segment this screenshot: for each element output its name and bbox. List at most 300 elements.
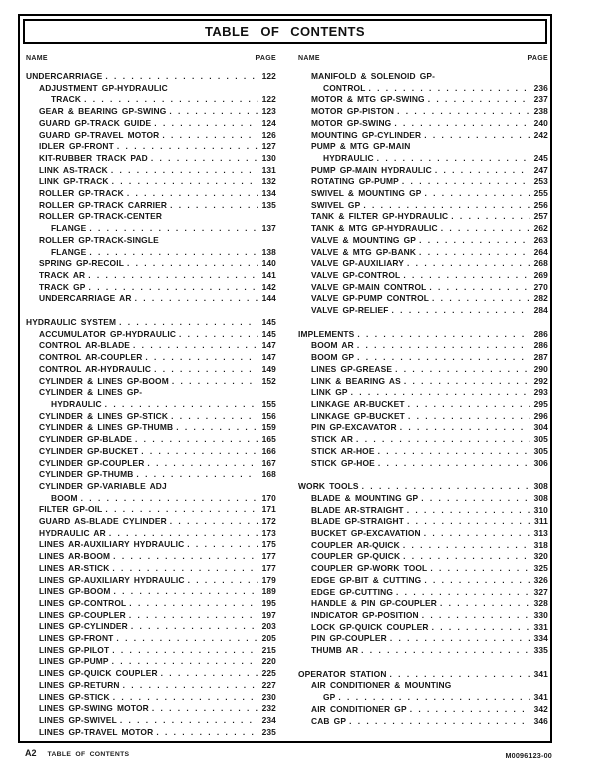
toc-page-number: 310 bbox=[533, 504, 548, 515]
toc-entry-row bbox=[298, 106, 548, 118]
toc-entry-row bbox=[298, 411, 548, 423]
toc-entry-row bbox=[26, 504, 276, 516]
toc-entry-row bbox=[26, 680, 276, 692]
toc-entry-row bbox=[298, 551, 548, 563]
toc-entry-name: LINES GP-SWIVEL bbox=[39, 714, 117, 725]
toc-list-right bbox=[298, 71, 548, 727]
toc-entry-name: VALVE GP-MAIN CONTROL bbox=[311, 281, 427, 292]
toc-page-number: 341 bbox=[533, 668, 548, 679]
toc-entry-name: FLANGE bbox=[51, 223, 87, 234]
toc-entry-name: LINES AR-STICK bbox=[39, 562, 110, 573]
dot-leader bbox=[349, 716, 530, 728]
toc-page-number: 126 bbox=[261, 129, 276, 140]
toc-page-number: 308 bbox=[533, 492, 548, 503]
toc-entry-name: HYDRAULIC AR bbox=[39, 527, 106, 538]
dot-leader bbox=[145, 352, 258, 364]
dot-leader bbox=[357, 352, 530, 364]
toc-entry-row bbox=[26, 282, 276, 294]
toc-page-number: 263 bbox=[533, 234, 548, 245]
dot-leader bbox=[112, 645, 258, 657]
toc-page-number: 255 bbox=[533, 188, 548, 199]
toc-title-box bbox=[23, 19, 547, 44]
toc-entry-row bbox=[298, 94, 548, 106]
toc-entry-name: LINKAGE GP-BUCKET bbox=[311, 410, 405, 421]
toc-entry-name: IDLER GP-FRONT bbox=[39, 141, 114, 152]
toc-page-number: 141 bbox=[261, 269, 276, 280]
toc-entry-name: BOOM GP bbox=[311, 352, 355, 363]
dot-leader bbox=[112, 656, 258, 668]
toc-entry-row bbox=[26, 668, 276, 680]
toc-entry-name: SPRING GP-RECOIL bbox=[39, 258, 124, 269]
toc-page-number: 220 bbox=[261, 656, 276, 667]
dot-leader bbox=[408, 399, 530, 411]
toc-entry-row bbox=[298, 235, 548, 247]
toc-entry-name: LINES GP-RETURN bbox=[39, 679, 120, 690]
toc-page-number: 331 bbox=[533, 621, 548, 632]
toc-entry-name: STICK GP-HOE bbox=[311, 457, 375, 468]
toc-entry-row bbox=[26, 703, 276, 715]
toc-entry-name: CONTROL AR-BLADE bbox=[39, 340, 131, 351]
toc-entry-name: BLADE & MOUNTING GP bbox=[311, 492, 419, 503]
toc-entry-row bbox=[26, 458, 276, 470]
toc-page-number: 293 bbox=[533, 387, 548, 398]
toc-entry-row bbox=[26, 446, 276, 458]
toc-entry-name: LINES AR-AUXILIARY HYDRAULIC bbox=[39, 539, 185, 550]
toc-entry-row bbox=[26, 223, 276, 235]
toc-entry-row bbox=[298, 434, 548, 446]
dot-leader bbox=[170, 200, 258, 212]
toc-page-number: 320 bbox=[533, 551, 548, 562]
toc-entry-row bbox=[26, 633, 276, 645]
toc-page-number: 330 bbox=[533, 609, 548, 620]
toc-entry-name: EDGE GP-CUTTING bbox=[311, 586, 394, 597]
toc-entry-name: GP bbox=[323, 692, 336, 703]
toc-section-row bbox=[298, 669, 548, 681]
toc-entry-row bbox=[298, 83, 548, 95]
toc-entry-name: LINES GP-COUPLER bbox=[39, 609, 126, 620]
dot-leader bbox=[408, 411, 530, 423]
toc-entry-name: GUARD AS-BLADE CYLINDER bbox=[39, 516, 167, 527]
toc-page-number: 177 bbox=[261, 562, 276, 573]
toc-entry-row bbox=[298, 610, 548, 622]
dot-leader bbox=[120, 715, 258, 727]
dot-leader bbox=[392, 305, 530, 317]
toc-entry-name: VALVE GP-CONTROL bbox=[311, 269, 401, 280]
dot-leader bbox=[357, 340, 530, 352]
dot-leader bbox=[390, 669, 530, 681]
toc-page-number: 325 bbox=[533, 563, 548, 574]
toc-entry-name: LINES GP-PILOT bbox=[39, 644, 110, 655]
dot-leader bbox=[113, 692, 258, 704]
toc-entry-row bbox=[298, 118, 548, 130]
dot-leader bbox=[378, 458, 530, 470]
toc-page-number: 262 bbox=[533, 223, 548, 234]
dot-leader bbox=[111, 165, 258, 177]
toc-entry-row bbox=[26, 621, 276, 633]
toc-page-number: 147 bbox=[261, 340, 276, 351]
dot-leader bbox=[88, 270, 258, 282]
dot-leader bbox=[424, 528, 530, 540]
dot-leader bbox=[428, 94, 530, 106]
toc-entry-row bbox=[26, 645, 276, 657]
toc-entry-name: AIR CONDITIONER GP bbox=[311, 703, 407, 714]
dot-leader bbox=[105, 504, 258, 516]
toc-entry-name: BUCKET GP-EXCAVATION bbox=[311, 528, 421, 539]
toc-entry-row bbox=[298, 352, 548, 364]
toc-entry-name: CYLINDER & LINES GP-THUMB bbox=[39, 422, 174, 433]
dot-leader bbox=[151, 153, 258, 165]
toc-entry-row bbox=[298, 165, 548, 177]
dot-leader bbox=[169, 106, 258, 118]
toc-entry-name: MOTOR GP-SWING bbox=[311, 117, 392, 128]
toc-entry-row bbox=[26, 481, 276, 493]
toc-entry-row bbox=[298, 223, 548, 235]
dot-leader bbox=[81, 493, 258, 505]
toc-entry-row bbox=[298, 399, 548, 411]
toc-page-number: 172 bbox=[261, 516, 276, 527]
dot-leader bbox=[119, 317, 258, 329]
toc-page-number: 205 bbox=[261, 633, 276, 644]
dot-leader bbox=[129, 610, 258, 622]
toc-entry-name: LINES GP-QUICK COUPLER bbox=[39, 668, 158, 679]
toc-entry-name: EDGE GP-BIT & CUTTING bbox=[311, 574, 422, 585]
toc-entry-name: CYLINDER & LINES GP- bbox=[39, 387, 143, 398]
toc-entry-name: CAB GP bbox=[311, 715, 347, 726]
toc-entry-name: LOCK GP-QUICK COUPLER bbox=[311, 621, 429, 632]
dot-leader bbox=[435, 165, 530, 177]
dot-leader bbox=[172, 376, 258, 388]
dot-leader bbox=[135, 293, 258, 305]
toc-entry-row bbox=[298, 716, 548, 728]
toc-page-number: 149 bbox=[261, 363, 276, 374]
toc-page-number: 189 bbox=[261, 586, 276, 597]
toc-entry-name: STICK AR-HOE bbox=[311, 445, 375, 456]
toc-page-number: 286 bbox=[533, 328, 548, 339]
toc-page-number: 253 bbox=[533, 176, 548, 187]
toc-entry-row bbox=[26, 200, 276, 212]
toc-page-number: 167 bbox=[261, 457, 276, 468]
dot-leader bbox=[407, 516, 530, 528]
toc-entry-row bbox=[298, 505, 548, 517]
toc-entry-row bbox=[298, 622, 548, 634]
toc-entry-row bbox=[26, 247, 276, 259]
toc-entry-row bbox=[26, 118, 276, 130]
toc-entry-name: LINK & BEARING AS bbox=[311, 375, 401, 386]
dot-leader bbox=[404, 376, 530, 388]
toc-entry-row bbox=[298, 446, 548, 458]
dot-leader bbox=[362, 481, 530, 493]
dot-leader bbox=[407, 258, 530, 270]
dot-leader bbox=[368, 83, 530, 95]
toc-entry-row bbox=[26, 188, 276, 200]
toc-entry-row bbox=[298, 200, 548, 212]
toc-entry-name: AIR CONDITIONER & MOUNTING bbox=[311, 680, 452, 691]
dot-leader bbox=[123, 680, 258, 692]
toc-entry-row bbox=[298, 364, 548, 376]
dot-leader bbox=[440, 598, 530, 610]
dot-leader bbox=[156, 727, 258, 739]
toc-page-number: 155 bbox=[261, 398, 276, 409]
toc-page-number: 131 bbox=[261, 164, 276, 175]
toc-entry-name: THUMB AR bbox=[311, 645, 359, 656]
toc-page-number: 346 bbox=[533, 715, 548, 726]
toc-entry-row bbox=[298, 598, 548, 610]
toc-page-number: 142 bbox=[261, 281, 276, 292]
toc-entry-name: LINES GP-STICK bbox=[39, 691, 110, 702]
dot-leader bbox=[112, 563, 258, 575]
dot-leader bbox=[113, 551, 258, 563]
toc-entry-name: MOTOR & MTG GP-SWING bbox=[311, 94, 425, 105]
footer-page-code: A2 bbox=[25, 748, 37, 758]
toc-page-number: 135 bbox=[261, 199, 276, 210]
toc-entry-row bbox=[26, 176, 276, 188]
toc-page-number: 230 bbox=[261, 691, 276, 702]
toc-entry-name: VALVE GP-AUXILIARY bbox=[311, 258, 405, 269]
toc-page-number: 341 bbox=[533, 692, 548, 703]
toc-entry-row bbox=[298, 387, 548, 399]
toc-entry-name: BLADE AR-STRAIGHT bbox=[311, 504, 404, 515]
dot-leader bbox=[117, 141, 258, 153]
toc-page-number: 147 bbox=[261, 352, 276, 363]
dot-leader bbox=[133, 340, 258, 352]
toc-entry-row bbox=[298, 493, 548, 505]
toc-section-title: HYDRAULIC SYSTEM bbox=[26, 317, 117, 328]
toc-entry-name: ACCUMULATOR GP-HYDRAULIC bbox=[39, 328, 177, 339]
toc-entry-name: LINES GP-AUXILIARY HYDRAULIC bbox=[39, 574, 185, 585]
page-header-label: PAGE bbox=[527, 55, 548, 62]
toc-section-title: OPERATOR STATION bbox=[298, 668, 387, 679]
toc-column-header bbox=[298, 55, 548, 62]
dot-leader bbox=[432, 622, 530, 634]
toc-page-number: 286 bbox=[533, 340, 548, 351]
dot-leader bbox=[162, 130, 258, 142]
toc-entry-row bbox=[26, 235, 276, 247]
toc-page-number: 175 bbox=[261, 539, 276, 550]
toc-entry-row bbox=[26, 610, 276, 622]
dot-leader bbox=[356, 434, 530, 446]
toc-entry-name: PIN GP-COUPLER bbox=[311, 633, 387, 644]
toc-page-number: 342 bbox=[533, 703, 548, 714]
dot-leader bbox=[422, 610, 530, 622]
toc-section-title: UNDERCARRIAGE bbox=[26, 71, 103, 81]
toc-entry-name: HYDRAULIC bbox=[323, 152, 374, 163]
toc-section-title: IMPLEMENTS bbox=[298, 328, 355, 339]
toc-entry-row bbox=[298, 247, 548, 259]
toc-page-number: 152 bbox=[261, 375, 276, 386]
dot-leader bbox=[187, 539, 258, 551]
dot-leader bbox=[154, 364, 258, 376]
toc-entry-row bbox=[26, 340, 276, 352]
toc-page-number: 305 bbox=[533, 434, 548, 445]
dot-leader bbox=[116, 633, 258, 645]
toc-entry-row bbox=[26, 106, 276, 118]
dot-leader bbox=[89, 282, 258, 294]
toc-entry-name: TRACK bbox=[51, 94, 82, 105]
toc-entry-name: MOTOR GP-PISTON bbox=[311, 106, 395, 117]
toc-entry-name: KIT-RUBBER TRACK PAD bbox=[39, 152, 148, 163]
toc-entry-row bbox=[26, 692, 276, 704]
dot-leader bbox=[402, 176, 530, 188]
toc-page-number: 256 bbox=[533, 199, 548, 210]
toc-section-row bbox=[26, 317, 276, 329]
dot-leader bbox=[395, 364, 530, 376]
toc-entry-name: CYLINDER GP-THUMB bbox=[39, 469, 134, 480]
toc-page-number: 247 bbox=[533, 164, 548, 175]
toc-entry-name: STICK AR bbox=[311, 434, 354, 445]
toc-entry-row bbox=[26, 434, 276, 446]
toc-entry-row bbox=[26, 270, 276, 282]
toc-column-header bbox=[26, 55, 276, 62]
toc-page-number: 304 bbox=[533, 422, 548, 433]
toc-page-number: 156 bbox=[261, 410, 276, 421]
toc-page-number: 203 bbox=[261, 621, 276, 632]
toc-entry-name: ROLLER GP-TRACK CARRIER bbox=[39, 199, 168, 210]
dot-leader bbox=[424, 575, 530, 587]
toc-page-number: 306 bbox=[533, 457, 548, 468]
toc-page-number: 328 bbox=[533, 598, 548, 609]
dot-leader bbox=[154, 118, 258, 130]
toc-entry-name: ROLLER GP-TRACK-CENTER bbox=[39, 211, 163, 222]
dot-leader bbox=[170, 516, 258, 528]
toc-entry-row bbox=[298, 270, 548, 282]
toc-entry-row bbox=[26, 516, 276, 528]
toc-entry-name: VALVE & MTG GP-BANK bbox=[311, 246, 417, 257]
toc-entry-row bbox=[298, 305, 548, 317]
toc-page-number: 268 bbox=[533, 258, 548, 269]
toc-page-number: 177 bbox=[261, 551, 276, 562]
toc-column-right bbox=[298, 48, 548, 738]
toc-page-number: 197 bbox=[261, 609, 276, 620]
toc-page-number: 165 bbox=[261, 434, 276, 445]
dot-leader bbox=[424, 188, 530, 200]
dot-leader bbox=[396, 587, 530, 599]
toc-entry-name: CYLINDER GP-COUPLER bbox=[39, 457, 145, 468]
footer-title: TABLE OF CONTENTS bbox=[47, 751, 130, 758]
dot-leader bbox=[135, 434, 258, 446]
toc-entry-name: LINK GP-TRACK bbox=[39, 176, 109, 187]
toc-entry-row bbox=[298, 340, 548, 352]
dot-leader bbox=[105, 399, 258, 411]
dot-leader bbox=[403, 551, 530, 563]
toc-entry-name: CONTROL AR-HYDRAULIC bbox=[39, 363, 152, 374]
toc-entry-name: SWIVEL & MOUNTING GP bbox=[311, 188, 422, 199]
toc-entry-row bbox=[298, 528, 548, 540]
toc-page-number: 159 bbox=[261, 422, 276, 433]
toc-entry-row bbox=[26, 563, 276, 575]
toc-entry-row bbox=[298, 458, 548, 470]
toc-page-number: 225 bbox=[261, 668, 276, 679]
toc-entry-row bbox=[298, 293, 548, 305]
dot-leader bbox=[378, 446, 530, 458]
toc-entry-name: LINES AR-BOOM bbox=[39, 551, 111, 562]
toc-entry-row bbox=[298, 282, 548, 294]
toc-page-number: 145 bbox=[261, 317, 276, 328]
toc-page-number: 269 bbox=[533, 269, 548, 280]
toc-entry-row bbox=[26, 130, 276, 142]
toc-entry-name: SWIVEL GP bbox=[311, 199, 361, 210]
dot-leader bbox=[451, 211, 530, 223]
toc-entry-row bbox=[26, 528, 276, 540]
dot-leader bbox=[112, 176, 258, 188]
toc-entry-row bbox=[26, 551, 276, 563]
toc-entry-row bbox=[26, 586, 276, 598]
toc-page-number: 124 bbox=[261, 117, 276, 128]
toc-entry-row bbox=[26, 364, 276, 376]
toc-entry-row bbox=[26, 94, 276, 106]
toc-page-number: 127 bbox=[261, 141, 276, 152]
toc-page-number: 326 bbox=[533, 574, 548, 585]
toc-entry-row bbox=[26, 83, 276, 95]
toc-entry-name: ROTATING GP-PUMP bbox=[311, 176, 399, 187]
toc-entry-row bbox=[26, 387, 276, 399]
dot-leader bbox=[363, 200, 530, 212]
dot-leader bbox=[89, 247, 258, 259]
toc-page-number: 292 bbox=[533, 375, 548, 386]
toc-entry-row bbox=[298, 130, 548, 142]
toc-entry-row bbox=[298, 587, 548, 599]
toc-page-number: 123 bbox=[261, 106, 276, 117]
toc-entry-name: BLADE GP-STRAIGHT bbox=[311, 516, 405, 527]
toc-entry-name: HYDRAULIC bbox=[51, 398, 102, 409]
toc-entry-row bbox=[26, 598, 276, 610]
toc-entry-row bbox=[26, 153, 276, 165]
toc-entry-name: LINES GP-GREASE bbox=[311, 363, 393, 374]
toc-entry-row bbox=[26, 293, 276, 305]
toc-page-number: 227 bbox=[261, 679, 276, 690]
toc-entry-name: LINES GP-CYLINDER bbox=[39, 621, 128, 632]
dot-leader bbox=[403, 270, 530, 282]
toc-page-number: 236 bbox=[533, 82, 548, 93]
toc-entry-row bbox=[298, 516, 548, 528]
toc-entry-name: TANK & FILTER GP-HYDRAULIC bbox=[311, 211, 449, 222]
toc-entry-row bbox=[298, 153, 548, 165]
toc-page-number: 334 bbox=[533, 633, 548, 644]
dot-leader bbox=[141, 446, 258, 458]
dot-leader bbox=[127, 188, 258, 200]
toc-entry-name: LINES GP-PUMP bbox=[39, 656, 109, 667]
toc-entry-name: ROLLER GP-TRACK bbox=[39, 188, 124, 199]
page-title: TABLE OF CONTENTS bbox=[205, 24, 365, 39]
toc-entry-name: ADJUSTMENT GP-HYDRAULIC bbox=[39, 82, 168, 93]
toc-page-number: 122 bbox=[261, 71, 276, 81]
toc-page-number: 140 bbox=[261, 258, 276, 269]
toc-entry-row bbox=[298, 376, 548, 388]
toc-page-number: 245 bbox=[533, 152, 548, 163]
toc-entry-name: FILTER GP-OIL bbox=[39, 504, 103, 515]
toc-entry-row bbox=[298, 563, 548, 575]
toc-page-number: 168 bbox=[261, 469, 276, 480]
toc-entry-row bbox=[26, 539, 276, 551]
toc-entry-name: CYLINDER GP-VARIABLE ADJ bbox=[39, 480, 167, 491]
toc-entry-row bbox=[26, 411, 276, 423]
toc-page-number: 173 bbox=[261, 527, 276, 538]
page-header-label: PAGE bbox=[255, 55, 276, 62]
dot-leader bbox=[432, 293, 530, 305]
toc-entry-name: LINK AS-TRACK bbox=[39, 164, 108, 175]
toc-page-number: 171 bbox=[261, 504, 276, 515]
footer bbox=[25, 748, 129, 758]
toc-page-number: 132 bbox=[261, 176, 276, 187]
dot-leader bbox=[113, 586, 258, 598]
dot-leader bbox=[176, 422, 258, 434]
dot-leader bbox=[109, 528, 258, 540]
toc-entry-row bbox=[298, 633, 548, 645]
dot-leader bbox=[152, 703, 258, 715]
dot-leader bbox=[419, 247, 530, 259]
toc-entry-name: LINES GP-CONTROL bbox=[39, 597, 127, 608]
toc-page-number: 122 bbox=[261, 94, 276, 105]
dot-leader bbox=[424, 130, 530, 142]
